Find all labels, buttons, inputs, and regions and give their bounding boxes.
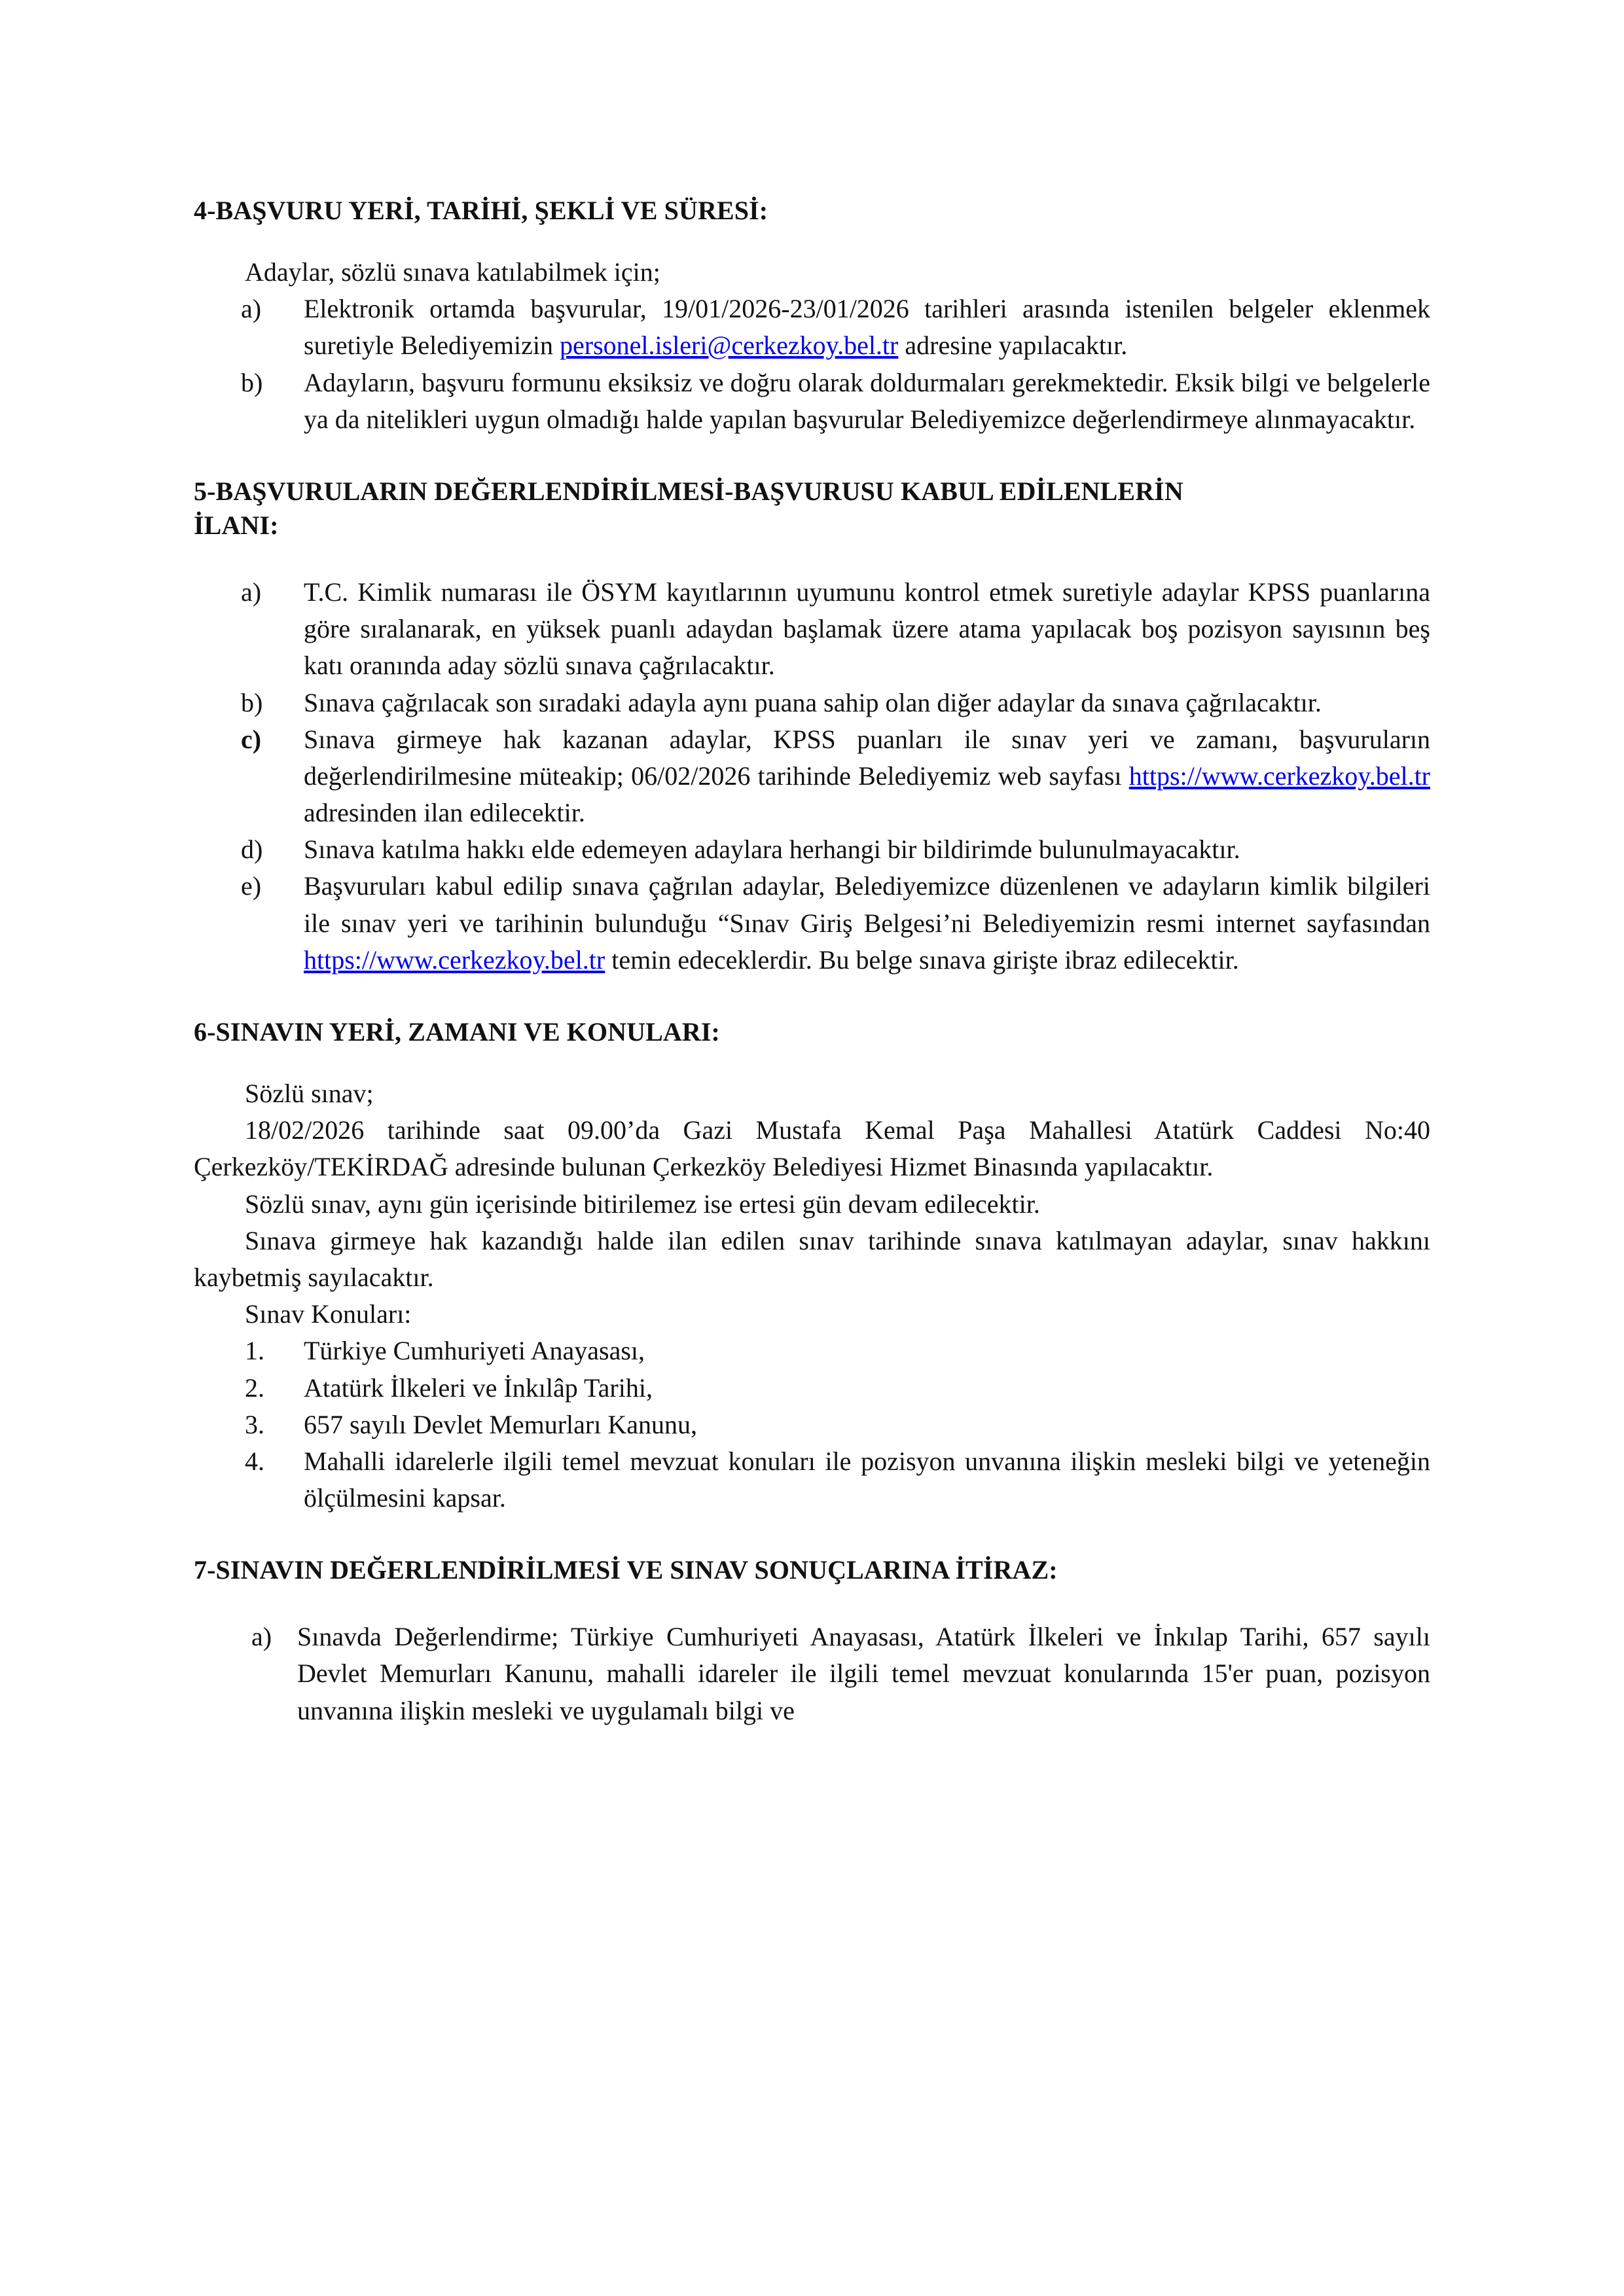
section-6-topics-list: [194, 1333, 1430, 1516]
section-5-heading-line-1: 5-BAŞVURULARIN DEĞERLENDİRİLMESİ-BAŞVURUSU KABUL EDİLENLERİN: [194, 476, 1183, 506]
list-item-text-before: Elektronik ortamda başvurular, 19/01/2026-23/01/2026 tarihleri arasında istenilen belgeler eklenmek suretiyle Belediyemizin: [304, 294, 1430, 361]
list-marker: 3.: [245, 1409, 264, 1439]
section-7-heading: 7-SINAVIN DEĞERLENDİRİLMESİ VE SINAV SONUÇLARINA İTİRAZ:: [194, 1555, 1058, 1585]
list-item-text-after: adresinden ilan edilecektir.: [304, 798, 585, 828]
list-item-text: Adayların, başvuru formunu eksiksiz ve doğru olarak doldurmaları gerekmektedir. Eksik bilgi ve belgelerle ya da nitelikleri uygun olmadığı halde yapılan başvurular Belediyemizce değerlendirmeye alınmayacaktır.: [304, 367, 1430, 434]
list-item-text: [304, 725, 1430, 827]
list-item: [194, 574, 1430, 685]
list-item-text: Mahalli idarelerle ilgili temel mevzuat konuları ile pozisyon unvanına ilişkin mesleki bilgi ve yeteneğin ölçülmesini kapsar.: [304, 1446, 1430, 1513]
section-6-topics-label: Sınav Konuları:: [245, 1299, 412, 1329]
list-item-text: Türkiye Cumhuriyeti Anayasası,: [304, 1336, 645, 1366]
list-marker: b): [241, 367, 263, 397]
list-item: [194, 685, 1430, 721]
list-item: [194, 1407, 1430, 1443]
list-item-text-after: temin edeceklerdir. Bu belge sınava girişte ibraz edilecektir.: [605, 944, 1239, 975]
list-item-text: 657 sayılı Devlet Memurları Kanunu,: [304, 1409, 697, 1439]
section-6-lead-paragraph: Sözlü sınav;: [245, 1079, 374, 1108]
email-link[interactable]: personel.isleri@cerkezkoy.bel.tr: [560, 331, 899, 361]
list-marker: e): [241, 871, 262, 901]
section-6-paragraph-2: Sözlü sınav, aynı gün içerisinde bitirilemez ise ertesi gün devam edilecektir.: [245, 1189, 1040, 1219]
list-item-text: Sınava katılma hakkı elde edemeyen adaylara herhangi bir bildirimde bulunulmayacaktır.: [304, 834, 1240, 865]
section-5-list: [194, 574, 1430, 978]
website-link[interactable]: https://www.cerkezkoy.bel.tr: [304, 944, 605, 975]
section-6-heading: 6-SINAVIN YERİ, ZAMANI VE KONULARI:: [194, 1017, 720, 1047]
section-4-list: [194, 291, 1430, 438]
list-marker: 2.: [245, 1372, 264, 1403]
section-6-paragraph-3: Sınava girmeye hak kazandığı halde ilan edilen sınav tarihinde sınava katılmayan adaylar, sınav hakkını kaybetmiş sayılacaktır.: [194, 1225, 1430, 1292]
list-item-text-before: Başvuruları kabul edilip sınava çağrılan adaylar, Belediyemizce düzenlenen ve adayların kimlik bilgileri ile sınav yeri ve tarihinin bulunduğu “Sınav Giriş Belgesi’ni Belediyemizin resmi internet sayfasından: [304, 871, 1430, 938]
list-item-text: Sınavda Değerlendirme; Türkiye Cumhuriyeti Anayasası, Atatürk İlkeleri ve İnkılap Tarihi, 657 sayılı Devlet Memurları Kanunu, mahalli idareler ile ilgili temel mevzuat konularında 15'er puan, pozisyon unvanına ilişkin mesleki ve uygulamalı bilgi ve: [297, 1622, 1430, 1725]
section-5-heading: [194, 475, 1430, 543]
document-body: [194, 194, 1430, 1729]
list-marker: d): [241, 834, 263, 865]
section-4-lead-paragraph: Adaylar, sözlü sınava katılabilmek için;: [245, 257, 660, 287]
list-item: [194, 721, 1430, 832]
list-marker: 4.: [245, 1446, 264, 1476]
website-link[interactable]: https://www.cerkezkoy.bel.tr: [1128, 761, 1430, 791]
list-marker: b): [241, 687, 263, 717]
list-item-text: [304, 294, 1430, 360]
list-item: [194, 868, 1430, 978]
list-item: [194, 365, 1430, 438]
list-item: [194, 831, 1430, 868]
list-item-text-before: Sınava girmeye hak kazanan adaylar, KPSS puanları ile sınav yeri ve zamanı, başvuruların değerlendirilmesine müteakip; 06/02/2026 tarihinde Belediyemiz web sayfası: [304, 724, 1430, 791]
list-marker: a): [251, 1622, 272, 1652]
list-item: [194, 1619, 1430, 1729]
list-marker: a): [241, 577, 262, 607]
list-item: [194, 1443, 1430, 1516]
section-6-paragraph-1: 18/02/2026 tarihinde saat 09.00’da Gazi Mustafa Kemal Paşa Mahallesi Atatürk Caddesi No:40 Çerkezköy/TEKİRDAĞ adresinde bulunan Çerkezköy Belediyesi Hizmet Binasında yapılacaktır.: [194, 1115, 1430, 1182]
list-item: [194, 1333, 1430, 1369]
section-4-heading: 4-BAŞVURU YERİ, TARİHİ, ŞEKLİ VE SÜRESİ:: [194, 196, 768, 225]
section-7-list: [194, 1619, 1430, 1729]
list-marker: 1.: [245, 1336, 264, 1366]
list-item-text: [304, 871, 1430, 974]
section-5-heading-line-2: İLANI:: [194, 510, 279, 540]
list-item-text: Atatürk İlkeleri ve İnkılâp Tarihi,: [304, 1372, 653, 1403]
list-item: [194, 291, 1430, 364]
list-item: [194, 1370, 1430, 1407]
list-item-text-after: adresine yapılacaktır.: [898, 331, 1128, 361]
list-marker: c): [241, 724, 262, 754]
list-item-text: Sınava çağrılacak son sıradaki adayla aynı puana sahip olan diğer adaylar da sınava çağrılacaktır.: [304, 687, 1322, 717]
list-marker: a): [241, 294, 262, 324]
list-item-text: T.C. Kimlik numarası ile ÖSYM kayıtlarının uyumunu kontrol etmek suretiyle adaylar KPSS puanlarına göre sıralanarak, en yüksek puanlı adaydan başlamak üzere atama yapılacak boş pozisyon sayısının beş katı oranında aday sözlü sınava çağrılacaktır.: [304, 577, 1430, 681]
